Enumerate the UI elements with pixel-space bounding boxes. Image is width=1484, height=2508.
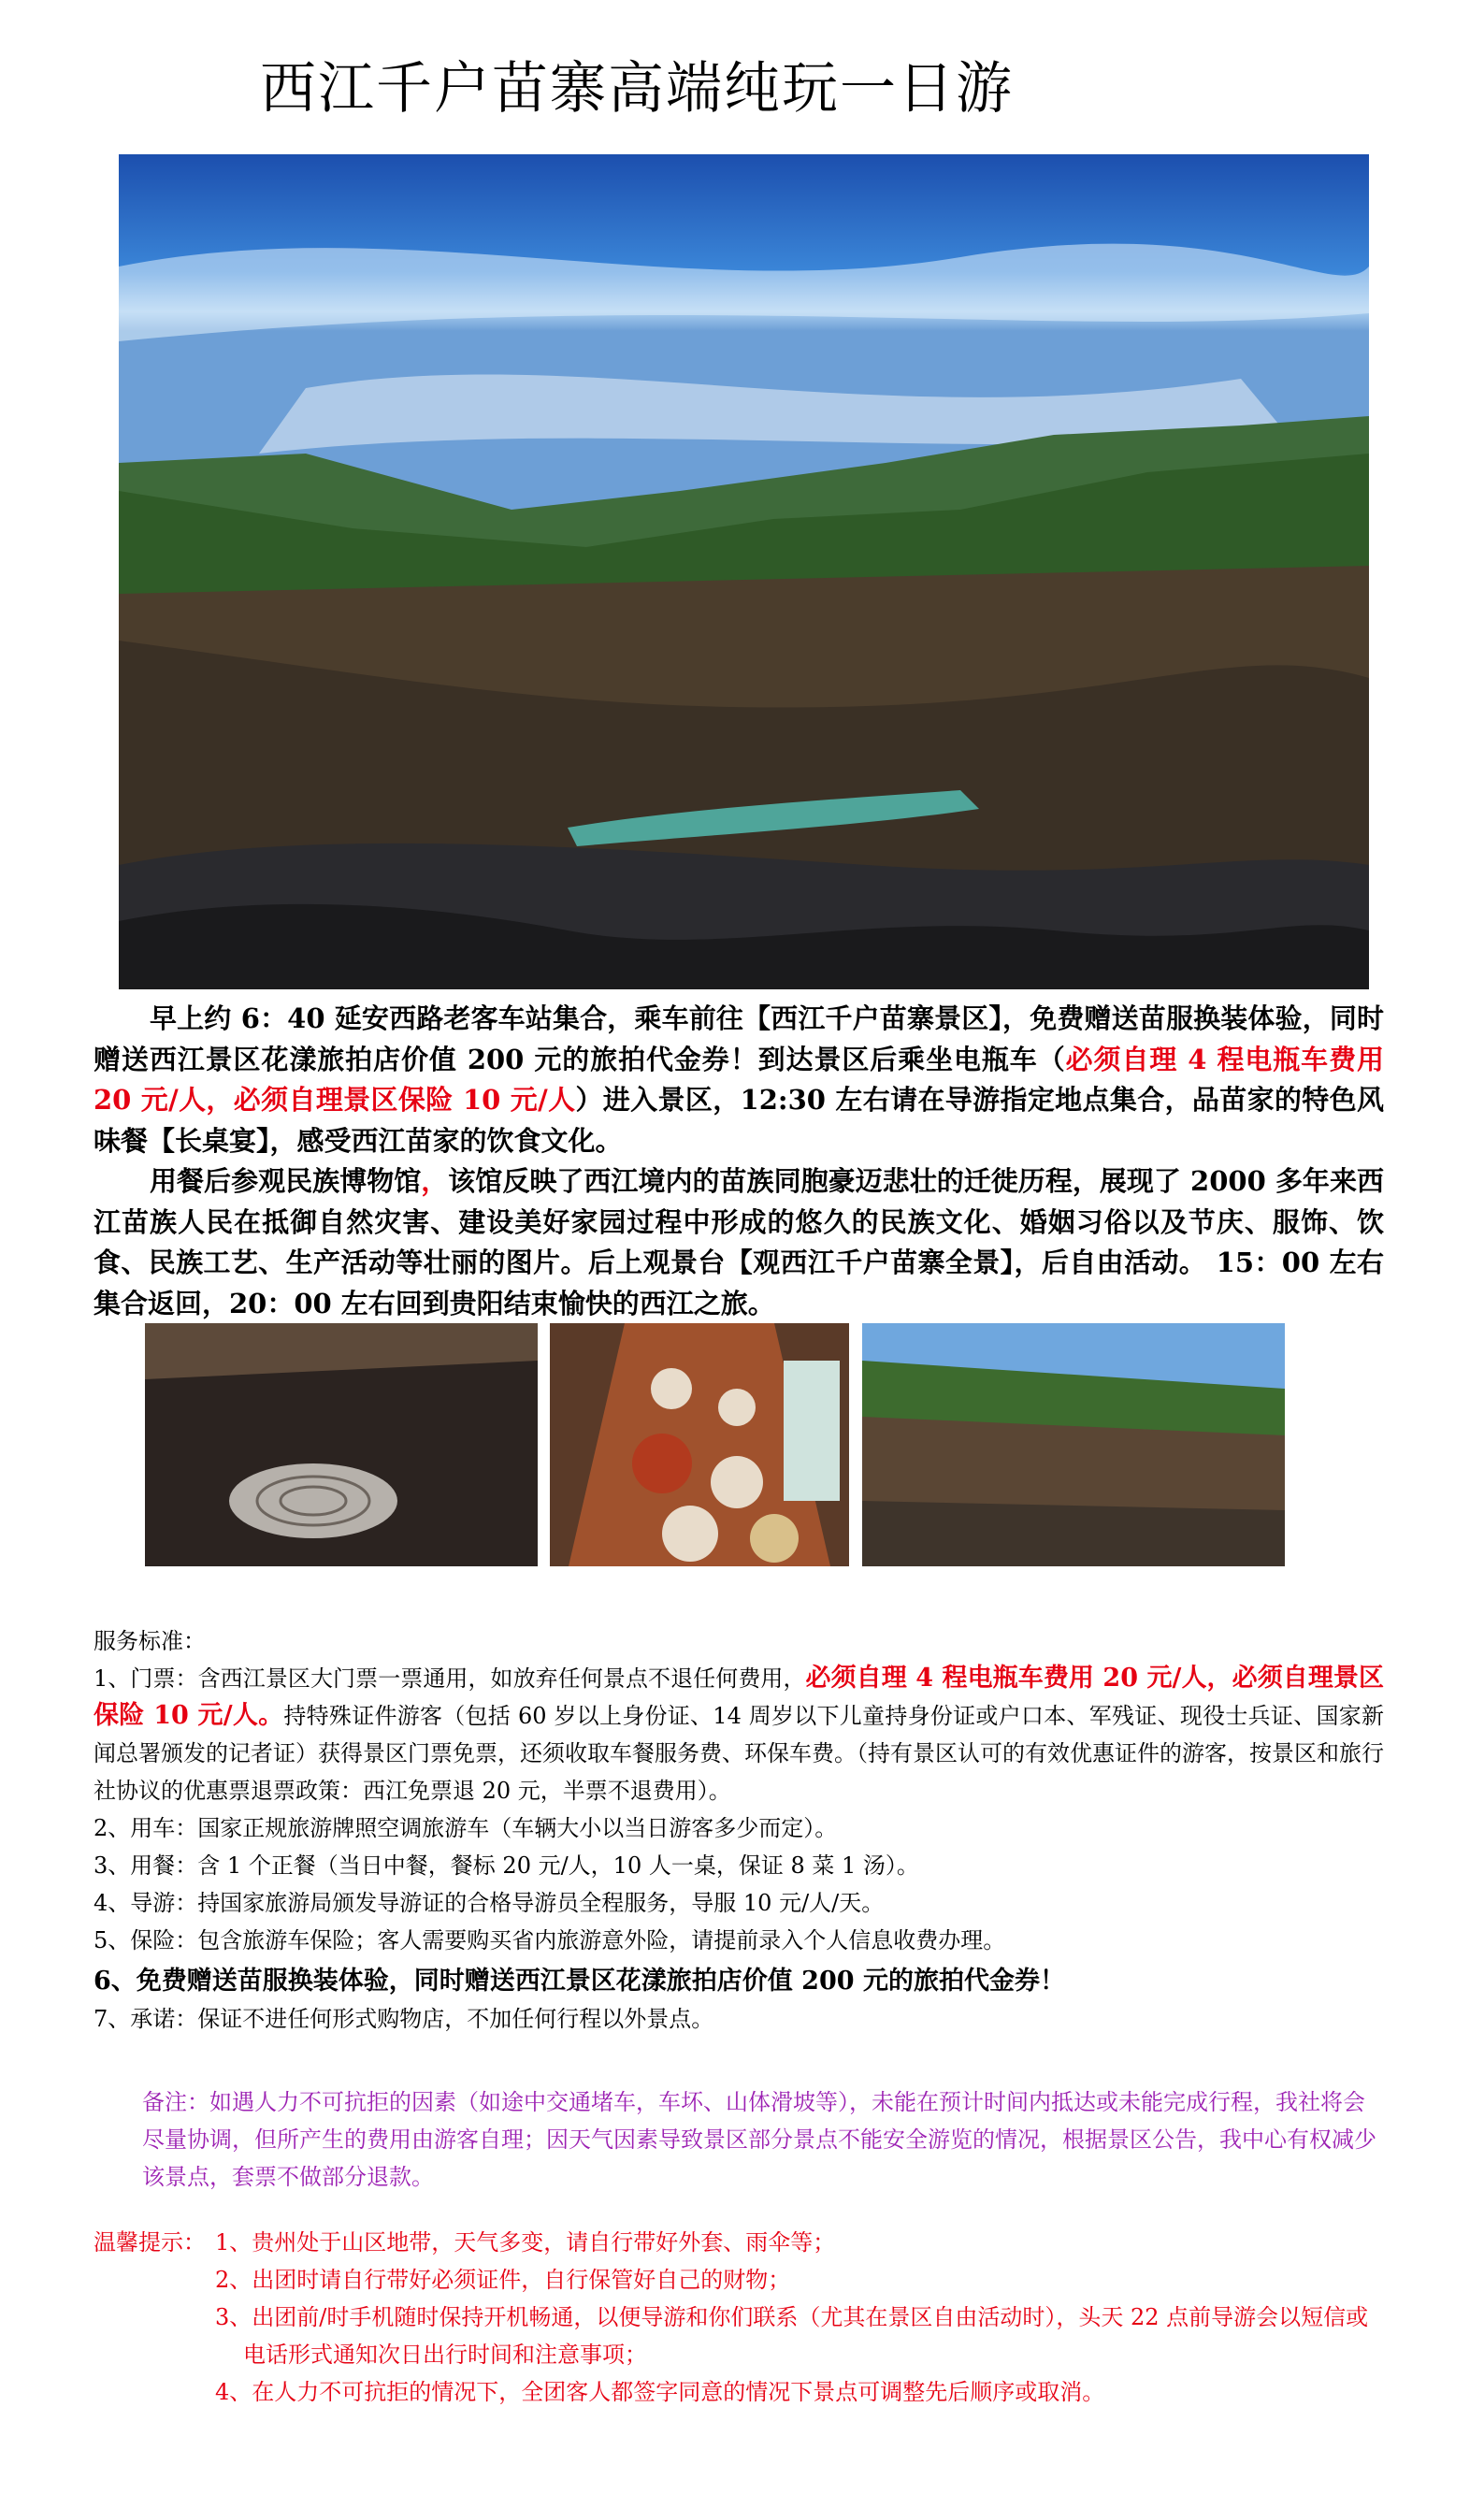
service-standards <box>94 1622 1384 2038</box>
tips-label: 温馨提示： <box>94 2229 206 2256</box>
photo-village-night <box>145 1323 538 1566</box>
page-title: 西江千户苗寨高端纯玩一日游 <box>260 56 1014 122</box>
hero-illustration <box>119 154 1369 989</box>
itinerary-required-fees: 必须自理 4 程电瓶车费用 20 元/人，必须自理景区保险 10 元/人 <box>94 1043 1384 1116</box>
tip-item: 3、出团前/时手机随时保持开机畅通，以便导游和你们联系（尤其在景区自由活动时），头天 22 点前导游会以短信或电话形式通知次日出行时间和注意事项； <box>215 2304 1369 2368</box>
itinerary-paragraph-1: 早上约 6：40 延安西路老客车站集合，乘车前往【西江千户苗寨景区】，免费赠送苗服换装体验，同时赠送西江景区花漾旅拍店价值 200 元的旅拍代金券！到达景区后乘坐电瓶车（必须自理 4 程电瓶车费用 20 元/人，必须自理景区保险 10 元/人）进入景区，12:30 左右请在导游指定地点集合，品苗家的特色风味餐【长桌宴】，感受西江苗家的饮食文化。 <box>94 1002 1385 1157</box>
photo-long-table-banquet <box>550 1323 849 1566</box>
photo-stilt-houses-hillside <box>862 1323 1285 1566</box>
tip-item: 2、出团时请自行带好必须证件，自行保管好自己的财物； <box>215 2267 791 2293</box>
remarks-note: 备注：如遇人力不可抗拒的因素（如途中交通堵车，车坏、山体滑坡等），未能在预计时间内抵达或未能完成行程，我社将会尽量协调，但所产生的费用由游客自理；因天气因素导致景区部分景点不能安全游览的情况，根据景区公告，我中心有权减少该景点，套票不做部分退款。 <box>142 2089 1376 2190</box>
tip-item: 4、在人力不可抗拒的情况下，全团客人都签字同意的情况下景点可调整先后顺序或取消。 <box>215 2379 1105 2405</box>
hero-photo-xijiang-panorama <box>119 154 1369 989</box>
tip-item: 1、贵州处于山区地带，天气多变，请自行带好外套、雨伞等； <box>215 2229 836 2256</box>
service-item-insurance: 5、保险：包含旅游车保险；客人需要购买省内旅游意外险，请提前录入个人信息收费办理。 <box>94 1927 1006 1953</box>
service-heading: 服务标准： <box>94 1628 206 1654</box>
service-item-meals: 3、用餐：含 1 个正餐（当日中餐，餐标 20 元/人，10 人一桌，保证 8 菜 1 汤）。 <box>94 1852 919 1879</box>
service-item-guide: 4、导游：持国家旅游局颁发导游证的合格导游员全程服务，导服 10 元/人/天。 <box>94 1890 885 1916</box>
itinerary-text <box>94 999 1384 1324</box>
service-item-promise: 7、承诺：保证不进任何形式购物店，不加任何行程以外景点。 <box>94 2006 714 2032</box>
service-item-free-gift: 6、免费赠送苗服换装体验，同时赠送西江景区花漾旅拍店价值 200 元的旅拍代金券！ <box>94 1967 1065 1996</box>
travel-tips <box>94 2224 1384 2411</box>
itinerary-paragraph-2: 用餐后参观民族博物馆，该馆反映了西江境内的苗族同胞豪迈悲壮的迁徙历程，展现了 2000 多年来西江苗族人民在抵御自然灾害、建设美好家园过程中形成的悠久的民族文化、婚姻习俗以及节庆、服饰、饮食、民族工艺、生产活动等壮丽的图片。后上观景台【观西江千户苗寨全景】，后自由活动。 15：00 左右集合返回，20：00 左右回到贵阳结束愉快的西江之旅。 <box>94 1165 1384 1319</box>
service-item-vehicle: 2、用车：国家正规旅游牌照空调旅游车（车辆大小以当日游客多少而定）。 <box>94 1815 838 1841</box>
service-item-tickets: 1、门票：含西江景区大门票一票通用，如放弃任何景点不退任何费用，必须自理 4 程电瓶车费用 20 元/人，必须自理景区保险 10 元/人。持特殊证件游客（包括 60 岁以上身份证、14 周岁以下儿童持身份证或户口本、军残证、现役士兵证、国家新闻总署颁发的记者证）获得景区门票免票，还须收取车餐服务费、环保车费。（持有景区认可的有效优惠证件的游客，按景区和旅行社协议的优惠票退票政策：西江免票退 20 元，半票不退费用）。 <box>94 1664 1384 1804</box>
